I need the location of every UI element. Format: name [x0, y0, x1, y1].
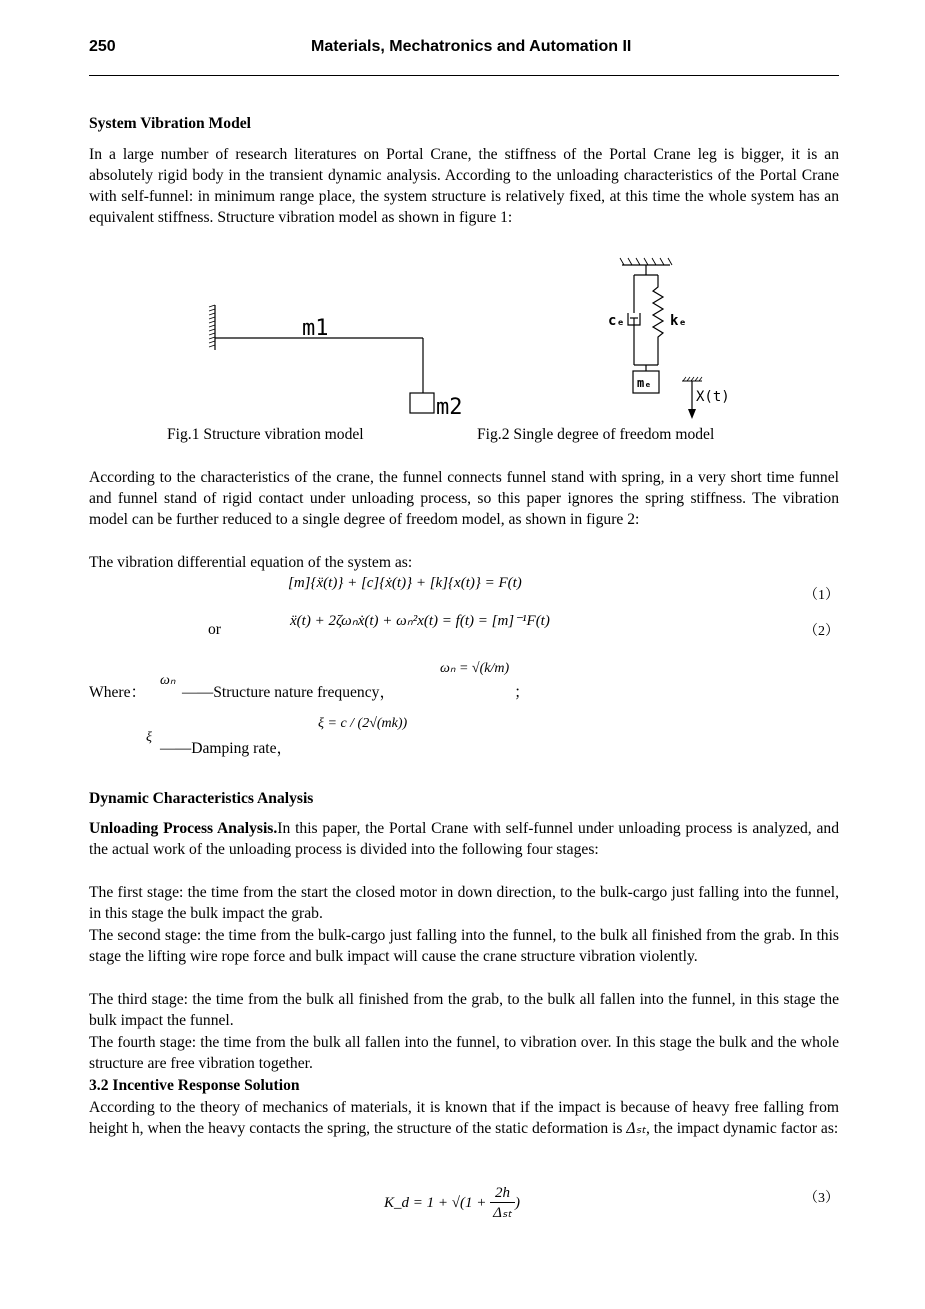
equation-2-number: （2） — [804, 624, 839, 639]
paragraph-intro: In a large number of research literatures on Portal Crane, the stiffness of the Portal Crane leg is bigger, it is an absolutely rigid body in the transient dynamic analysis. According to the unloading characteristics of the Portal Crane with self-funnel: in minimum range place, the system structure is relatively fixed, at this time the whole system has an equivalent stiffness. Structure vibration model as shown in figure 1: — [89, 146, 839, 226]
equation-1: [m]{ẍ(t)} + [c]{ẋ(t)} + [k]{x(t)} = F(t) — [288, 575, 522, 591]
where-prefix: Where： — [89, 684, 147, 701]
xi-symbol: ξ — [146, 730, 152, 745]
paragraph-reduced-model: According to the characteristics of the crane, the funnel connects funnel stand with spring, in a very short time funnel and funnel stand of rigid contact under unloading process, so this paper ignores the spring stiffness. The vibration model can be further reduced to a single degree of freedom model, as shown in figure 2: — [89, 469, 839, 528]
paragraph-stage-4: The fourth stage: the time from the bulk all fallen into the funnel, to vibration over. In this stage the bulk and the whole structure are free vibration together. — [89, 1034, 839, 1072]
equation-3-denominator: Δₛₜ — [493, 1205, 512, 1221]
figure-2-diagram — [600, 255, 740, 425]
header-rule — [89, 75, 839, 76]
fig2-ref-hatch — [683, 377, 702, 381]
page-header — [89, 34, 839, 76]
paragraph-stage-3: The third stage: the time from the bulk all finished from the grab, to the bulk all fallen into the funnel, in this stage the bulk impact the funnel. — [89, 991, 839, 1029]
paragraph-unloading — [89, 818, 839, 860]
page-number: 250 — [89, 38, 116, 55]
paragraph-stage-1: The first stage: the time from the start the closed motor in down direction, to the bulk-cargo just falling into the funnel, in this stage the bulk impact the grab. — [89, 884, 839, 922]
figure-1-diagram — [200, 295, 490, 425]
delta-st-symbol: Δₛₜ — [626, 1120, 646, 1137]
paragraph-differential-equation-intro: The vibration differential equation of the system as: — [89, 554, 413, 571]
equation-3-number: （3） — [804, 1191, 839, 1206]
xi-description: ——Damping rate， — [160, 740, 293, 757]
fig2-force-arrow-head — [688, 409, 696, 419]
paragraph-stage-2: The second stage: the time from the bulk-cargo just falling into the funnel, to the bulk all finished from the grab. In this stage the lifting wire rope force and bulk impact will cause the crane structure vibration violently. — [89, 927, 839, 965]
xi-equation: ξ = c / (2√(mk)) — [318, 716, 408, 731]
fig1-label-m2: m2 — [436, 395, 463, 420]
fig2-label-m: mₑ — [637, 376, 652, 390]
equation-3-numerator: 2h — [490, 1185, 515, 1203]
omega-description: ——Structure nature frequency， — [182, 684, 396, 701]
fig1-label-m1: m1 — [302, 316, 329, 341]
fig2-label-x: X(t) — [696, 389, 730, 405]
fig2-spring — [653, 275, 663, 365]
fig2-label-c: cₑ — [608, 313, 625, 329]
impact-theory-text-end: , the impact dynamic factor as: — [645, 1120, 839, 1137]
paragraph-impact-theory — [89, 1097, 839, 1139]
section-heading-incentive-response: 3.2 Incentive Response Solution — [89, 1077, 300, 1094]
impact-theory-text: According to the theory of mechanics of materials, it is known that if the impact is because of heavy free falling from height h, when the heavy contacts the spring, the structure of the static deformation is — [89, 1099, 839, 1137]
equation-3-lhs: K_d = 1 + √(1 + — [384, 1194, 491, 1211]
omega-end-punct: ； — [514, 684, 530, 701]
section-heading-dynamic-characteristics: Dynamic Characteristics Analysis — [89, 790, 314, 807]
figure-2-caption: Fig.2 Single degree of freedom model — [477, 426, 715, 443]
equation-3-fraction — [490, 1185, 515, 1222]
equation-1-number: （1） — [804, 588, 839, 603]
omega-equation: ωₙ = √(k/m) — [440, 661, 510, 676]
figure-1-caption: Fig.1 Structure vibration model — [167, 426, 364, 443]
journal-title: Materials, Mechatronics and Automation II — [311, 38, 632, 55]
omega-symbol: ωₙ — [160, 673, 176, 688]
equation-2: ẍ(t) + 2ζωₙẋ(t) + ωₙ²x(t) = f(t) = [m]⁻¹F(t) — [290, 613, 550, 629]
unloading-text: In this paper, the Portal Crane with self-funnel under unloading process is analyzed, and the actual work of the unloading process is divided into the following four stages: — [89, 820, 839, 858]
or-label: or — [208, 621, 221, 638]
fig2-label-k: kₑ — [670, 313, 687, 329]
fig1-mass-box — [410, 393, 434, 413]
section-heading-system-vibration-model: System Vibration Model — [89, 115, 251, 132]
fig1-wall-hatch — [209, 305, 215, 347]
equation-3: K_d = 1 + √(1 + $\frac{2h}{\text{Δₛₜ}}$ ) — [384, 1185, 520, 1221]
fig2-ceiling-hatch — [620, 258, 672, 265]
subheading-unloading-process: Unloading Process Analysis. — [89, 820, 278, 837]
